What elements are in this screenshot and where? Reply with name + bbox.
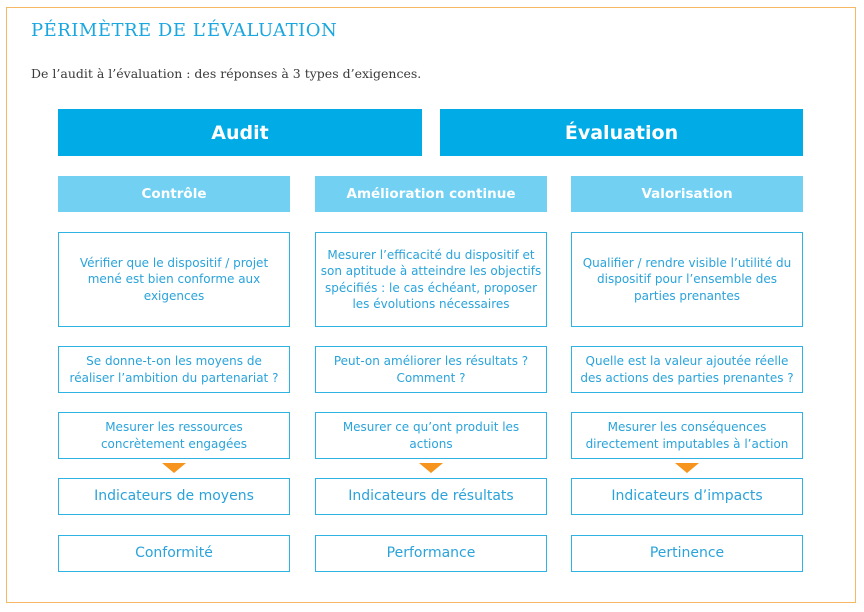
arrow-down-icon (675, 463, 699, 473)
group-audit: Audit (58, 109, 422, 156)
description-box: Vérifier que le dispositif / projet mené est bien conforme aux exigences (58, 232, 290, 327)
arrow-down-icon (162, 463, 186, 473)
description-box: Mesurer l’efficacité du dispositif et son aptitude à atteindre les objectifs spécifiés : le cas échéant, proposer les évolutions nécessaires (315, 232, 547, 327)
measure-box: Mesurer les ressources concrètement engagées (58, 412, 290, 459)
question-box: Peut-on améliorer les résultats ? Comment ? (315, 346, 547, 393)
question-box: Se donne-t-on les moyens de réaliser l’ambition du partenariat ? (58, 346, 290, 393)
criterion-box: Conformité (58, 535, 290, 572)
indicator-box: Indicateurs d’impacts (571, 478, 803, 515)
page-subtitle: De l’audit à l’évaluation : des réponses à 3 types d’exigences. (31, 66, 422, 81)
arrow-down-icon (419, 463, 443, 473)
column-header-controle: Contrôle (58, 176, 290, 212)
measure-box: Mesurer ce qu’ont produit les actions (315, 412, 547, 459)
page-title: PÉRIMÈTRE DE L’ÉVALUATION (31, 20, 338, 41)
group-evaluation: Évaluation (440, 109, 803, 156)
description-box: Qualifier / rendre visible l’utilité du dispositif pour l’ensemble des parties prenantes (571, 232, 803, 327)
criterion-box: Pertinence (571, 535, 803, 572)
indicator-box: Indicateurs de résultats (315, 478, 547, 515)
column-header-amelioration: Amélioration continue (315, 176, 547, 212)
question-box: Quelle est la valeur ajoutée réelle des actions des parties prenantes ? (571, 346, 803, 393)
criterion-box: Performance (315, 535, 547, 572)
indicator-box: Indicateurs de moyens (58, 478, 290, 515)
column-header-valorisation: Valorisation (571, 176, 803, 212)
measure-box: Mesurer les conséquences directement imputables à l’action (571, 412, 803, 459)
